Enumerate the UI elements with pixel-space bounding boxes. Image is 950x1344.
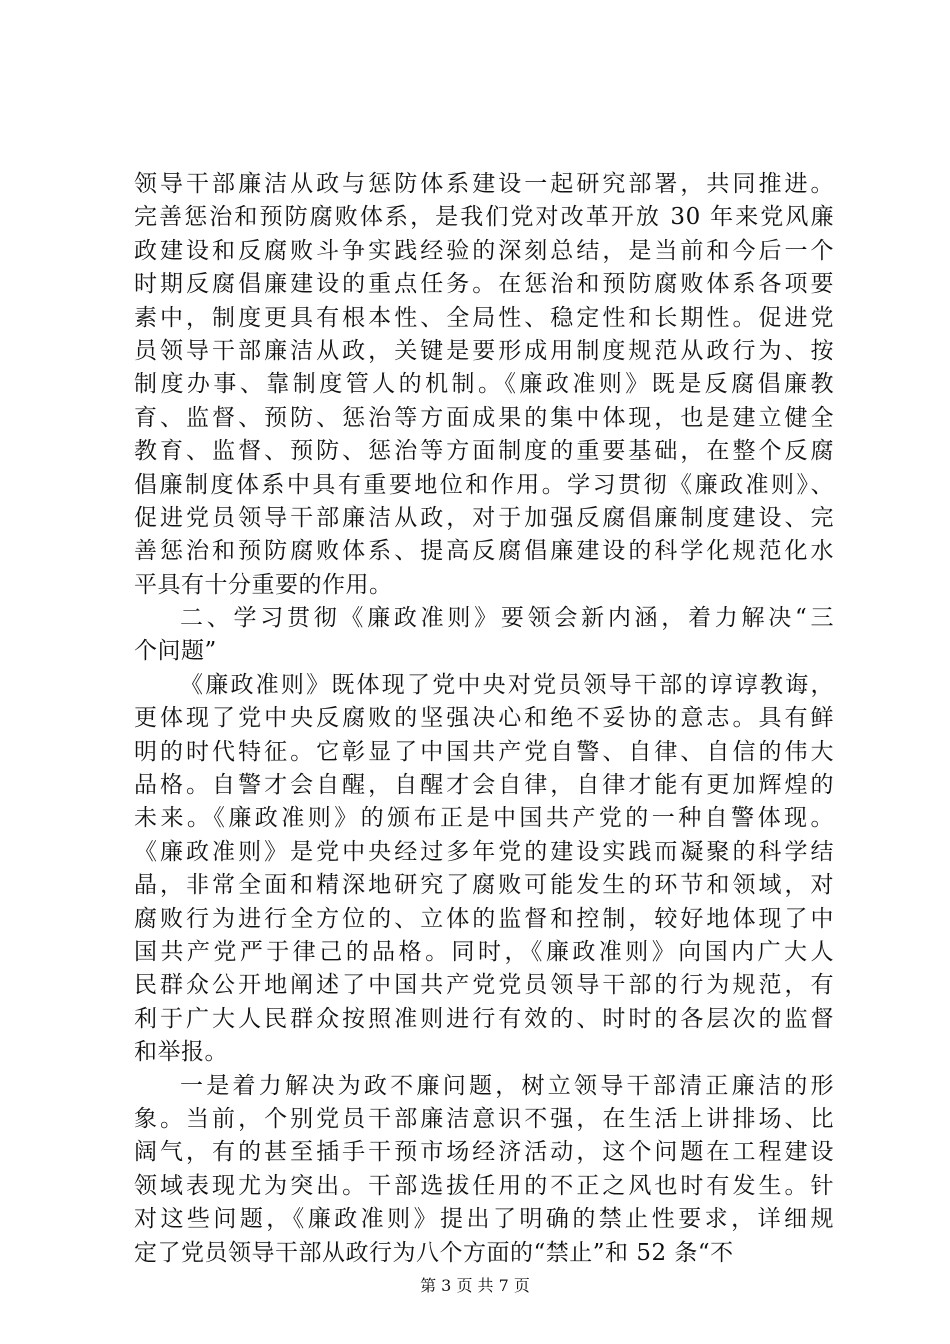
text-line: 品格。自警才会自醒，自醒才会自律，自律才能有更加辉煌的: [134, 772, 834, 799]
text-line: 育、监督、预防、惩治等方面成果的集中体现，也是建立健全: [134, 404, 834, 431]
text-line: 和举报。: [134, 1039, 228, 1066]
text-line: 晶，非常全面和精深地研究了腐败可能发生的环节和领域，对: [134, 872, 834, 899]
text-line: 平具有十分重要的作用。: [134, 571, 393, 598]
text-line: 定了党员领导干部从政行为八个方面的“禁止”和 52 条“不: [134, 1239, 734, 1266]
text-line: 明的时代特征。它彰显了中国共产党自警、自律、自信的伟大: [134, 738, 834, 765]
text-line: 《廉政准则》既体现了党中央对党员领导干部的谆谆教诲，: [180, 671, 834, 698]
text-line: 一是着力解决为政不廉问题，树立领导干部清正廉洁的形: [180, 1072, 834, 1099]
text-line: 倡廉制度体系中具有重要地位和作用。学习贯彻《廉政准则》、: [134, 471, 834, 498]
text-line: 对这些问题，《廉政准则》提出了明确的禁止性要求，详细规: [134, 1206, 834, 1233]
text-line: 未来。《廉政准则》的颁布正是中国共产党的一种自警体现。: [134, 805, 834, 832]
text-line: 更体现了党中央反腐败的坚强决心和绝不妥协的意志。具有鲜: [134, 705, 834, 732]
text-line: 领域表现尤为突出。干部选拔任用的不正之风也时有发生。针: [134, 1172, 834, 1199]
paragraph: [134, 669, 834, 1070]
text-line: 素中，制度更具有根本性、全局性、稳定性和长期性。促进党: [134, 304, 834, 331]
text-line: 阔气，有的甚至插手干预市场经济活动，这个问题在工程建设: [134, 1139, 834, 1166]
text-line: 教育、监督、预防、惩治等方面制度的重要基础，在整个反腐: [134, 438, 834, 465]
text-line: 《廉政准则》是党中央经过多年党的建设实践而凝聚的科学结: [134, 838, 834, 865]
text-line: 完善惩治和预防腐败体系，是我们党对改革开放 30 年来党风廉: [134, 204, 834, 231]
page-footer: 第 3 页 共 7 页: [420, 1276, 530, 1295]
text-line: 象。当前，个别党员干部廉洁意识不强，在生活上讲排场、比: [134, 1105, 834, 1132]
document-body: [134, 168, 834, 1270]
text-line: 政建设和反腐败斗争实践经验的深刻总结，是当前和今后一个: [134, 237, 834, 264]
text-line: 制度办事、靠制度管人的机制。《廉政准则》既是反腐倡廉教: [134, 371, 834, 398]
text-line: 善惩治和预防腐败体系、提高反腐倡廉建设的科学化规范化水: [134, 538, 834, 565]
text-line: 促进党员领导干部廉洁从政，对于加强反腐倡廉制度建设、完: [134, 504, 834, 531]
text-line: 员领导干部廉洁从政，关键是要形成用制度规范从政行为、按: [134, 337, 834, 364]
paragraph: [134, 168, 834, 602]
text-line: 二、学习贯彻《廉政准则》要领会新内涵，着力解决“三: [180, 605, 834, 632]
text-line: 利于广大人民群众按照准则进行有效的、时时的各层次的监督: [134, 1005, 834, 1032]
text-line: 时期反腐倡廉建设的重点任务。在惩治和预防腐败体系各项要: [134, 271, 834, 298]
text-line: 腐败行为进行全方位的、立体的监督和控制，较好地体现了中: [134, 905, 834, 932]
paragraph: [134, 602, 834, 669]
text-line: 领导干部廉洁从政与惩防体系建设一起研究部署，共同推进。: [134, 171, 834, 197]
text-line: 民群众公开地阐述了中国共产党党员领导干部的行为规范，有: [134, 972, 834, 999]
text-line: 国共产党严于律己的品格。同时，《廉政准则》向国内广大人: [134, 938, 834, 965]
paragraph: [134, 1070, 834, 1270]
text-line: 个问题”: [134, 638, 217, 665]
